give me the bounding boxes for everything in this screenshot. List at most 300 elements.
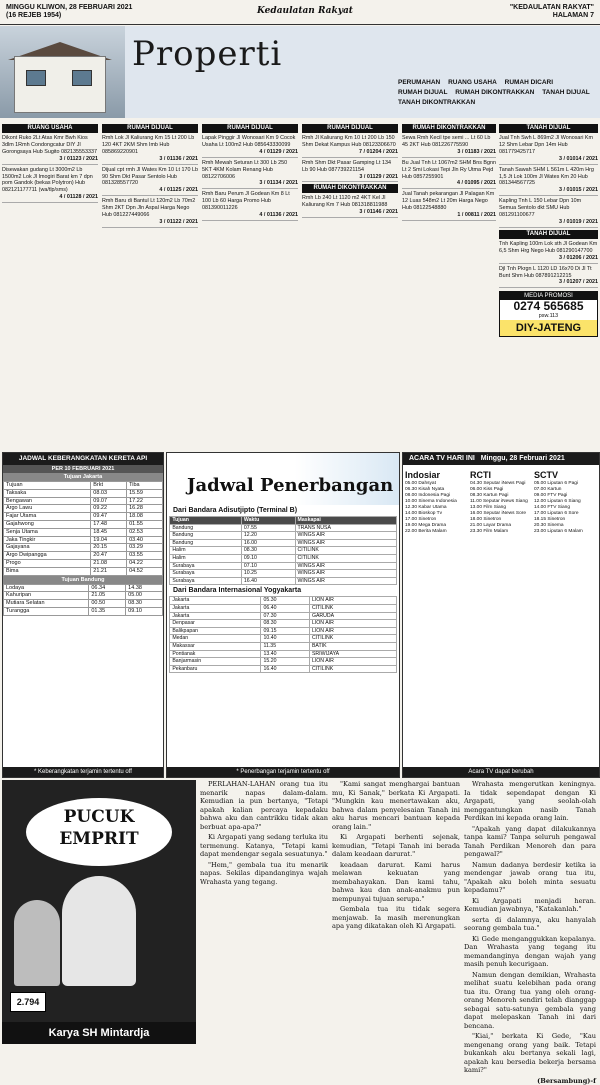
story-paragraph: Wrahasta mengerutkan keningnya. Ia tidak sependapat dengan Ki Argapati, yang seolah-olah menggantungkan nasib Tanah Perdikan ini kepada orang lain.	[464, 780, 596, 823]
table-row	[4, 505, 163, 513]
cell: Pekanbaru	[170, 665, 261, 673]
ad-code: 3 / 01129 / 2021	[302, 174, 398, 181]
classified-ad	[102, 167, 198, 197]
cell: 09.15	[261, 627, 309, 635]
train-footer: * Keberangkatan terjamin tertentu off	[3, 767, 163, 777]
ad-text: Rmh Lb 240 Lt 1120 m2 4KT Kel Jl Kaliurang Km 7 Hub 081318811988	[302, 195, 398, 209]
program-item: 07.00 Kartun	[534, 487, 598, 493]
cell: 09.22	[91, 505, 127, 513]
cell: 01.55	[127, 520, 163, 528]
story-paragraph: Ki Argapati yang sedang terluka itu termenung. Katanya, "Tetapi kami dapat mendengar segala sesuatunya."	[200, 833, 328, 859]
table-row	[4, 528, 163, 536]
program-item: 08.30 Kartun Pagi	[470, 493, 534, 499]
table-row	[4, 592, 163, 600]
table-row	[170, 642, 396, 650]
ad-code: 4 / 01129 / 2021	[202, 149, 298, 156]
table-row	[4, 600, 163, 608]
classified-ad	[499, 135, 598, 165]
classified-ad	[499, 167, 598, 197]
header-date: MINGGU KLIWON, 28 FEBRUARI 2021	[6, 4, 176, 12]
table-row	[4, 584, 163, 592]
cell: Kahuripan	[4, 592, 89, 600]
category-heading: RUMAH DIKONTRAKKAN	[302, 184, 398, 193]
ad-text: Rmh Baru di Bantul Lt 120m2 Lb 70m2 Shm 2KT Dpn Jln Aspal Harga Nego Hub 081227449066	[102, 198, 198, 219]
cell: Balikpapan	[170, 627, 261, 635]
cell: Gajayana	[4, 544, 91, 552]
comic-illustration	[2, 780, 196, 1044]
ad-text: Djl Tnh Pkrgn L 1120 LD 16x70 Di Jl Tt Bunt Shm Hub 087891212215	[499, 266, 598, 280]
category-keywords	[398, 78, 598, 108]
cell: 05.00	[126, 592, 163, 600]
cell: 21.21	[91, 567, 127, 575]
cell: 16.00	[241, 539, 295, 547]
table-row	[170, 562, 396, 570]
table-row	[170, 570, 396, 578]
category-heading: RUMAH DIJUAL	[202, 124, 298, 133]
cell: Lodaya	[4, 584, 89, 592]
classified-ad	[499, 266, 598, 289]
table-row	[170, 612, 396, 620]
cell: 07.55	[241, 524, 295, 532]
cell: CITILINK	[309, 604, 396, 612]
story-column	[464, 780, 596, 1044]
cell: 18.08	[127, 513, 163, 521]
table-row	[170, 658, 396, 666]
cell: Jakarta	[170, 604, 261, 612]
media-promosi-box	[499, 291, 598, 337]
cell: 05.30	[261, 597, 309, 605]
cell: 20.47	[91, 552, 127, 560]
story-paragraph: serta di dalamnya, aku hanyalah seorang gembala tua."	[464, 916, 596, 933]
ad-code: 3 / 01183 / 2021	[402, 149, 496, 156]
cell: LION AIR	[309, 658, 396, 666]
cell: 08.03	[91, 489, 127, 497]
cell: WINGS AIR	[295, 570, 396, 578]
table-row	[170, 597, 396, 605]
classified-ad	[402, 160, 496, 190]
cell: 03.55	[127, 552, 163, 560]
cell: Bengawan	[4, 497, 91, 505]
cell: WINGS AIR	[295, 562, 396, 570]
story-paragraph: "Hem," gembala tua itu menarik napas. Sekilas dipandanginya wajah Wrahasta yang tegang.	[200, 861, 328, 887]
table-row	[4, 607, 163, 615]
table-row	[170, 604, 396, 612]
program-item: 04.30 Seputar iNews Pagi	[470, 481, 534, 487]
keyword: RUMAH DIJUAL	[398, 89, 447, 96]
cell: 06.40	[261, 604, 309, 612]
cell: 19.04	[91, 536, 127, 544]
cell: SRIWIJAYA	[309, 650, 396, 658]
ad-text: Tanah Sawah SHM L 561m L 420m Hrg 1,5 Jt Lok 100m Jl Wates Km 20 Hub 081344567725	[499, 167, 598, 188]
program-item: 06.00 Kiss Pagi	[470, 487, 534, 493]
promo-ext: psw.113	[500, 313, 597, 320]
cell: Makassar	[170, 642, 261, 650]
classified-column	[202, 124, 298, 448]
cell: 07.10	[241, 562, 295, 570]
keyword: RUANG USAHA	[448, 79, 497, 86]
cell: WINGS AIR	[295, 539, 396, 547]
header-paper: "KEDAULATAN RAKYAT"	[454, 4, 594, 12]
program-item: 14.00 Bioskop Tv	[405, 511, 469, 517]
tv-footer: Acara TV dapat berubah	[403, 767, 599, 777]
table-row	[170, 554, 396, 562]
story-paragraph: Ki Argapati berhenti sejenak, kemudian, "Tetapi Tanah ini berada dalam keadaan darurat."	[332, 833, 460, 859]
cell: 13.40	[261, 650, 309, 658]
cell: 07.30	[261, 612, 309, 620]
story-paragraph: "Apakah yang dapat dilakukannya tanpa kami? Tanpa seluruh pengawal Tanah Perdikan Menoreh dan para pengawal?"	[464, 825, 596, 859]
cell: LION AIR	[309, 620, 396, 628]
ad-code: 3 / 01123 / 2021	[2, 156, 98, 163]
house-photo	[0, 26, 125, 118]
cell: 10.40	[261, 635, 309, 643]
cell: 03.40	[127, 536, 163, 544]
program-item: 05.00 Liputan 6 Pagi	[534, 481, 598, 487]
cell: Surabaya	[170, 577, 242, 585]
category-heading: RUANG USAHA	[2, 124, 98, 133]
ad-text: Lapak Pinggir Jl Wonosari Km 9 Cocok Usaha Lt 100m2 Hub 085643330099	[202, 135, 298, 149]
header-hijri: (16 REJEB 1954)	[6, 12, 176, 20]
ad-code: 1 / 00811 / 2021	[402, 212, 496, 219]
flight-section: Dari Bandara Internasional Yogyakarta	[167, 585, 399, 596]
cell: TRANS NUSA	[295, 524, 396, 532]
cell: 17.22	[127, 497, 163, 505]
table-row	[4, 559, 163, 567]
cell: Denpasar	[170, 620, 261, 628]
episode-number: 2.794	[10, 992, 46, 1012]
cell: Gajahwong	[4, 520, 91, 528]
ad-text: Rmh Jl Kaliurang Km 10 Lt 200 Lb 150 Shm Dekat Kampus Hub 08123306670	[302, 135, 398, 149]
story-column	[332, 780, 460, 1044]
comic-caption: Karya SH Mintardja	[2, 1022, 196, 1044]
category-heading: RUMAH DIKONTRAKKAN	[402, 124, 496, 133]
flight-table	[169, 516, 396, 585]
table-row	[4, 552, 163, 560]
program-item: 18.15 Sinetron	[534, 517, 598, 523]
ad-text: Rmh Mewah Seturan Lt 300 Lb 250 5KT 4KM Kolam Renang Hub 08122706006	[202, 160, 298, 181]
table-row	[170, 532, 396, 540]
cell: 08.30	[126, 600, 163, 608]
classified-column	[499, 124, 598, 448]
header-cell: Brkt	[91, 482, 127, 490]
table-row	[4, 513, 163, 521]
classified-ad	[2, 167, 98, 204]
classified-ad	[2, 135, 98, 165]
header-page: HALAMAN 7	[454, 12, 594, 20]
ad-code: 3 / 01019 / 2021	[499, 219, 598, 226]
ad-code: 3 / 01207 / 2021	[499, 279, 598, 286]
tv-channel	[405, 469, 469, 535]
story-paragraph: Ki Gede menganggukkan kepalanya. Dan Wrahasta yang tegang itu memandanginya dengan wajah yang masih penuh kecurigaan.	[464, 935, 596, 969]
classified-ad	[202, 160, 298, 190]
channel-name: RCTI	[470, 469, 534, 481]
ad-code: 4 / 01095 / 2021	[402, 180, 496, 187]
ad-code: 3 / 01014 / 2021	[499, 156, 598, 163]
table-row	[4, 497, 163, 505]
keyword: TANAH DIKONTRAKKAN	[398, 99, 475, 106]
ad-text: Disewakan gudang Lt 3000m2 Lb 1500m2 Lok Jl Imogiri Barat km 7 dpn pom Gandok (bekas Polytron) Hub 082121177711 (wa/tlp/sms)	[2, 167, 98, 195]
table-row	[170, 524, 396, 532]
cell: Argo Lawu	[4, 505, 91, 513]
story-ending: (Bersambung)-f	[464, 1077, 596, 1085]
classified-columns	[2, 124, 598, 448]
cell: Argo Dwipangga	[4, 552, 91, 560]
cell: 09.10	[126, 607, 163, 615]
header-left	[6, 4, 176, 20]
classified-ad	[402, 135, 496, 158]
cell: GARUDA	[309, 612, 396, 620]
category-heading: TANAH DIJUAL	[499, 124, 598, 133]
keyword: RUMAH DICARI	[505, 79, 553, 86]
classified-ad	[302, 160, 398, 183]
table-header-row	[170, 517, 396, 525]
table-row	[4, 520, 163, 528]
masthead: Kedaulatan Rakyat	[250, 6, 360, 16]
ad-text: Rmh Shm Dkt Pasar Gamping Lt 134 Lb 90 Hub 087739221154	[302, 160, 398, 174]
cell: 12.20	[241, 532, 295, 540]
story-paragraph: Ki Argapati menjadi heran. Kemudian jawabnya, "Katakanlah."	[464, 897, 596, 914]
program-item: 13.00 Film Siang	[470, 505, 534, 511]
cell: 04.52	[127, 567, 163, 575]
cell: 20.15	[91, 544, 127, 552]
cell: 15.20	[261, 658, 309, 666]
ad-text: Tnh Kapling 100m Lok sth Jl Godean Km 6,5 Shm Hrg Nego Hub 081290147700	[499, 241, 598, 255]
properti-banner	[0, 26, 600, 118]
program-item: 18.00 Sinetron	[470, 517, 534, 523]
table-row	[170, 620, 396, 628]
cell: LION AIR	[309, 597, 396, 605]
ad-code: 4 / 01136 / 2021	[202, 212, 298, 219]
ad-text: Bu Jual Tnh Lt 1067m2 SHM Bns Bgnn Lt 2 Smi Lokasi Tepi Jln Ry Utma Pejd Hub 0857255901	[402, 160, 496, 181]
train-section: Tujuan Bandung	[3, 576, 163, 584]
classified-ad	[102, 198, 198, 228]
ad-text: Jual Tanah pekarangan Jl Palagan Km 12 Luas 548m2 Lt 20m Harga Nego Hub 08122548880	[402, 191, 496, 212]
cell: 02.53	[127, 528, 163, 536]
cell: WINGS AIR	[295, 532, 396, 540]
program-item: 17.00 Liputan 6 Sore	[534, 511, 598, 517]
cell: Pontianak	[170, 650, 261, 658]
cell: Senja Utama	[4, 528, 91, 536]
classified-ad	[499, 241, 598, 264]
table-row	[170, 635, 396, 643]
cell: LION AIR	[309, 627, 396, 635]
cell: 10.25	[241, 570, 295, 578]
cell: 08.30	[261, 620, 309, 628]
cell: Halim	[170, 554, 242, 562]
channel-name: Indosiar	[405, 469, 469, 481]
flight-schedule	[166, 452, 400, 778]
program-item: 12.30 Kabar Utama	[405, 505, 469, 511]
flight-title: Jadwal Penerbangan	[167, 453, 399, 505]
ad-text: Sewa Rmh Kecil tpe semi ... Lt 60 Lb 45 2KT Hub 081226775590	[402, 135, 496, 149]
table-row	[4, 489, 163, 497]
header-cell: Tujuan	[4, 482, 91, 490]
cell: Bandung	[170, 539, 242, 547]
ad-code: 3 / 01122 / 2021	[102, 219, 198, 226]
program-item: 23.00 Liputan 6 Malam	[534, 529, 598, 535]
classified-column	[302, 124, 398, 448]
cell: Halim	[170, 547, 242, 555]
cell: CITILINK	[309, 665, 396, 673]
story-paragraph: PERLAHAN-LAHAN orang tua itu menarik napas dalam-dalam. Kemudian ia pun bertanya, "Tetapi apakah kalian percaya kepadaku bahwa aku dan cantrikku tidak akan berbuat apa-apa?"	[200, 780, 328, 831]
cell: CITILINK	[295, 554, 396, 562]
ad-code: 3 / 01146 / 2021	[302, 209, 398, 216]
cell: 16.40	[241, 577, 295, 585]
classified-column	[2, 124, 98, 448]
cell: CITILINK	[295, 547, 396, 555]
flight-table	[169, 596, 396, 673]
promo-phone: 0274 565685	[500, 300, 597, 313]
cell: 16.40	[261, 665, 309, 673]
ad-text: Dikont Ruko 2Lt Atas Kmr Bwh Kios 3dlm 1Rmh Condongcatur DIY Jl Gorongsaya Hub Sugito 082135553337	[2, 135, 98, 156]
story-paragraph: keadaan darurat. Kami harus melawan kekuatan yang membahayakan. Dan kami tahu, bahwa kau dan anak-anakmu pun mempunyai tujuan serupa."	[332, 861, 460, 904]
ad-text: Rmh Baru Perum Jl Godean Km 8 Lt 100 Lb 60 Harga Promo Hub 081390011226	[202, 191, 298, 212]
cell: 09.47	[91, 513, 127, 521]
category-heading: RUMAH DIJUAL	[102, 124, 198, 133]
story-column	[200, 780, 328, 1044]
cell: CITILINK	[309, 635, 396, 643]
header-right	[454, 4, 594, 20]
train-section: Tujuan Jakarta	[3, 473, 163, 481]
cell: Surabaya	[170, 562, 242, 570]
program-item: 12.00 Liputan 6 Siang	[534, 499, 598, 505]
table-row	[4, 567, 163, 575]
tv-channel	[470, 469, 534, 535]
promo-region: DIY-JATENG	[500, 320, 597, 336]
classified-ad	[202, 191, 298, 221]
table-row	[170, 627, 396, 635]
keyword: RUMAH DIKONTRAKKAN	[455, 89, 534, 96]
cell: Turangga	[4, 607, 89, 615]
cell: 09.10	[241, 554, 295, 562]
cell: Surabaya	[170, 570, 242, 578]
story-paragraph: Namun dengan demikian, Wrahasta melihat suatu kelebihan pada orang tua itu. Orang tua yang oleh orang-orang Menoreh sendiri telah dianggap sebagai satu-satunya gembala yang dapat melepaskan Tanah ini dari bencana.	[464, 971, 596, 1031]
cell: 21.08	[91, 559, 127, 567]
cell: 01.35	[89, 607, 126, 615]
story-paragraph: "Kami sangat menghargai bantuan mu, Ki Sanak," berkata Ki Argapati. "Mungkin kau menertawakan aku, bahwa dalam penyelesaian Tanah ini aku harus mencari bantuan kepada orang lain."	[332, 780, 460, 831]
train-table	[3, 481, 163, 576]
cell: Bima	[4, 567, 91, 575]
header-cell: Tiba	[127, 482, 163, 490]
cell: 04.22	[127, 559, 163, 567]
classified-column	[402, 124, 496, 448]
cell: 09.07	[91, 497, 127, 505]
classified-ad	[499, 198, 598, 228]
section-title: Properti	[132, 34, 282, 74]
classified-ad	[302, 195, 398, 218]
cell: Jaka Tingkir	[4, 536, 91, 544]
channel-name: SCTV	[534, 469, 598, 481]
header-cell: Tujuan	[170, 517, 242, 525]
program-item: 17.00 Sinetron	[405, 517, 469, 523]
tv-header	[403, 453, 599, 465]
serial-story	[2, 780, 598, 1048]
story-paragraph: Namun dadanya berdesir ketika ia mendengar jawab orang tua itu, "Apakah aku boleh minta sesuatu kepadamu?"	[464, 861, 596, 895]
tv-schedule	[402, 452, 600, 778]
cell: BATIK	[309, 642, 396, 650]
ad-text: Kapling Tnh L 150 Lebar Dpn 10m Semua Sentolo dkt SMU Hub 081291100677	[499, 198, 598, 219]
classified-ad	[102, 135, 198, 165]
cell: 11.35	[261, 642, 309, 650]
story-paragraph: Gembala tua itu tidak segera menjawab. Ia masih merenungkan apa yang dikatakan oleh Ki Argapati.	[332, 905, 460, 931]
train-subtitle: PER 10 FEBRUARI 2021	[3, 465, 163, 473]
program-item: 16.00 Seputar iNews Sore	[470, 511, 534, 517]
program-item: 22.00 Berita Malam	[405, 529, 469, 535]
cell: Taksaka	[4, 489, 91, 497]
classified-ad	[302, 135, 398, 158]
ad-text: Dijual cpt rmh Jl Wates Km 10 Lt 170 Lb 90 Shm Dkt Pasar Sentolo Hub 081328557720	[102, 167, 198, 188]
cell: 08.30	[241, 547, 295, 555]
ad-text: Jual Tnh Swh L 869m2 Jl Wonosari Km 12 Shm Lebar Dpn 14m Hub 081779425717	[499, 135, 598, 156]
cell: Medan	[170, 635, 261, 643]
promo-heading: MEDIA PROMOSI	[500, 292, 597, 300]
cell: Progo	[4, 559, 91, 567]
cell: WINGS AIR	[295, 577, 396, 585]
house-window	[26, 70, 46, 86]
table-row	[170, 650, 396, 658]
table-row	[170, 665, 396, 673]
ad-code: 3 / 01134 / 2021	[202, 180, 298, 187]
ad-code: 7 / 01204 / 2021	[302, 149, 398, 156]
cell: Jakarta	[170, 612, 261, 620]
comic-figure-center	[62, 876, 136, 986]
classified-ad	[402, 191, 496, 221]
ad-code: 3 / 01206 / 2021	[499, 255, 598, 262]
table-row	[4, 544, 163, 552]
program-item: 10.00 Sinema Indonesia	[405, 499, 469, 505]
cell: Fajar Utama	[4, 513, 91, 521]
cell: 15.59	[127, 489, 163, 497]
cell: 18.45	[91, 528, 127, 536]
tv-channel	[534, 469, 598, 535]
cell: Bandung	[170, 532, 242, 540]
program-item: 23.30 Film Malam	[470, 529, 534, 535]
comic-speech-bubble: PUCUK EMPRIT	[26, 798, 172, 866]
page-header	[0, 0, 600, 25]
program-item: 19.00 Mega Drama	[405, 523, 469, 529]
program-item: 21.00 Layar Drama	[470, 523, 534, 529]
tv-title: ACARA TV HARI INI	[409, 455, 475, 462]
ad-code: 3 / 01136 / 2021	[102, 156, 198, 163]
table-row	[170, 577, 396, 585]
category-heading: TANAH DIJUAL	[499, 230, 598, 239]
ad-code: 4 / 01128 / 2021	[2, 194, 98, 201]
classified-ad	[202, 135, 298, 158]
comic-figure-left	[14, 900, 60, 986]
program-item: 11.00 Seputar iNews Siang	[470, 499, 534, 505]
program-item: 14.00 FTV Siang	[534, 505, 598, 511]
keyword: TANAH DIJUAL	[542, 89, 590, 96]
cell: 21.05	[89, 592, 126, 600]
keyword: PERUMAHAN	[398, 79, 440, 86]
house-window	[72, 70, 92, 86]
header-cell: Waktu	[241, 517, 295, 525]
ad-text: Rmh Lok Jl Kaliurang Km 15 Lt 200 Lb 120 4KT 2KM Shm Imb Hub 085869220901	[102, 135, 198, 156]
train-title: JADWAL KEBERANGKATAN KERETA API	[3, 453, 163, 465]
ad-code: 3 / 01015 / 2021	[499, 187, 598, 194]
tv-date: Minggu, 28 Februari 2021	[481, 455, 565, 462]
cell: 17.48	[91, 520, 127, 528]
program-item: 20.30 Sinema	[534, 523, 598, 529]
cell: 03.29	[127, 544, 163, 552]
classified-column	[102, 124, 198, 448]
cell: Jakarta	[170, 597, 261, 605]
cell: 00.50	[89, 600, 126, 608]
cell: 14.38	[126, 584, 163, 592]
table-row	[170, 539, 396, 547]
table-header-row	[4, 482, 163, 490]
program-item: 08.00 Indonesia Pagi	[405, 493, 469, 499]
cell: Bandung	[170, 524, 242, 532]
